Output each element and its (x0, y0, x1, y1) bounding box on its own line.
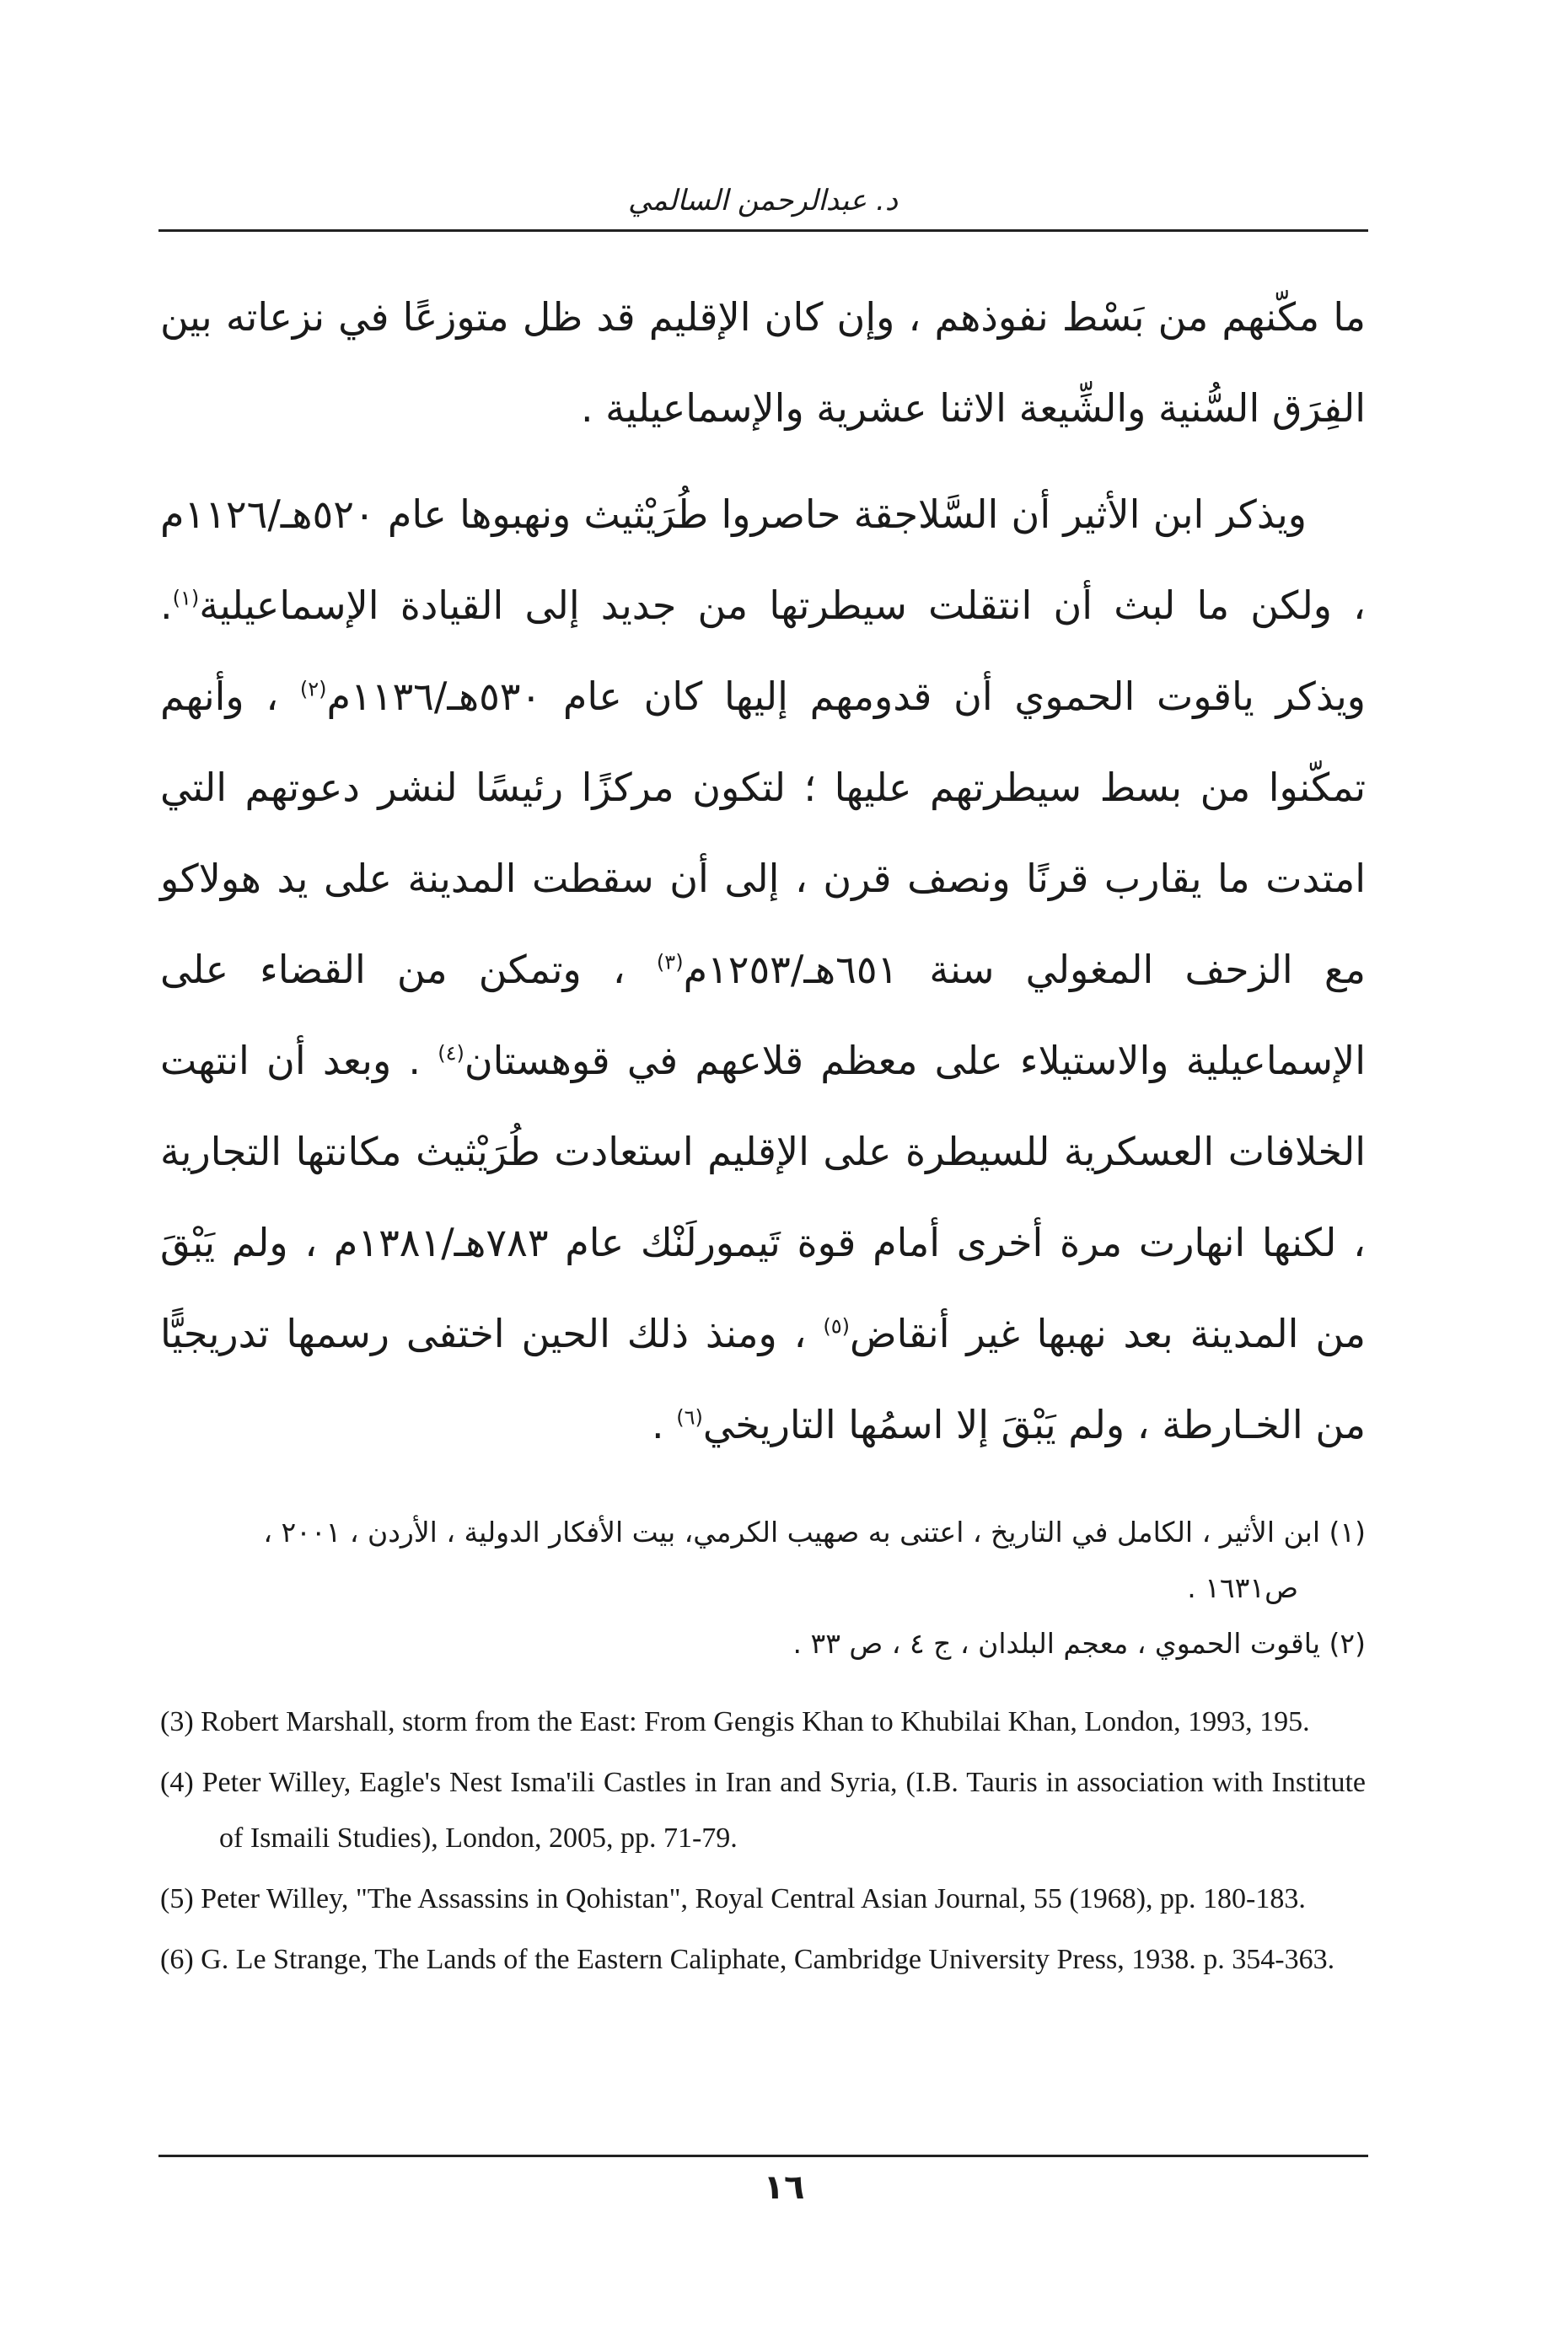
footnote: (٢) ياقوت الحموي ، معجم البلدان ، ج ٤ ، ص ٣٣ . (792, 1627, 1366, 1660)
footnotes-arabic (160, 1505, 1366, 1672)
footnote-ref[interactable]: (٥) (823, 1314, 851, 1339)
footnote-continuation: ص١٦٣١ . (1187, 1571, 1298, 1604)
footnote-ref[interactable]: (٣) (656, 950, 684, 974)
footnote-ref[interactable]: (٦) (676, 1405, 703, 1430)
running-header: د. عبدالرحمن السالمي (628, 184, 898, 217)
footnote-ref[interactable]: (٤) (438, 1041, 464, 1066)
header-rule (158, 229, 1368, 232)
footnote-ref[interactable]: (٢) (299, 677, 327, 701)
footnote-ref[interactable]: (١) (172, 586, 200, 610)
footer-rule (158, 2155, 1368, 2157)
paragraph: ما مكّنهم من بَسْط نفوذهم ، وإن كان الإقليم قد ظل متوزعًا في نزعاته بين الفِرَق السُّنية والشِّيعة الاثنا عشرية والإسماعيلية . (160, 294, 1366, 431)
page-number: ١٦ (763, 2168, 805, 2207)
footnotes-english (160, 1694, 1366, 1993)
footnote: (6) G. Le Strange, The Lands of the Eastern Caliphate, Cambridge University Press, 1938. p. 354-363. (160, 1944, 1335, 1975)
footnote: (4) Peter Willey, Eagle's Nest Isma'ili Castles in Iran and Syria, (I.B. Tauris in association with Institute of Ismaili Studies), London, 2005, pp. 71-79. (160, 1767, 1366, 1854)
paragraph: ويذكر ابن الأثير أن السَّلاجقة حاصروا طُرَيْثيث ونهبوها عام ٥٢٠هـ/١١٢٦م ، ولكن ما لبث أن انتقلت سيطرتها من جديد إلى القيادة الإسماعيلية$^{(١)}$. ويذكر ياقوت الحموي أن قدومهم إليها كان عام ٥٣٠هـ/١١٣٦م$^{(٢)}$ ، وأنهم تمكّنوا من بسط سيطرتهم عليها ؛ لتكون مركزًا رئيسًا لنشر دعوتهم التي امتدت ما يقارب قرنًا ونصف قرن ، إلى أن سقطت المدينة على يد هولاكو مع الزحف المغولي سنة ٦٥١هـ/١٢٥٣م$^{(٣)}$ ، وتمكن من القضاء على الإسماعيلية والاستيلاء على معظم قلاعهم في قوهستان$^{(٤)}$ . وبعد أن انتهت الخلافات العسكرية للسيطرة على الإقليم استعادت طُرَيْثيث مكانتها التجارية ، لكنها انهارت مرة أخرى أمام قوة تَيمورلَنْك عام ٧٨٣هـ/١٣٨١م ، ولم يَبْقَ من المدينة بعد نهبها غير أنقاض$^{(٥)}$ ، ومنذ ذلك الحين اختفى رسمها تدريجيًّا من الخـارطة ، ولم يَبْقَ إلا اسمُها التاريخي$^{(٦)}$ . (160, 491, 1367, 1447)
main-text (160, 271, 1366, 1470)
footnote: (3) Robert Marshall, storm from the East: From Gengis Khan to Khubilai Khan, London, 1993, 195. (160, 1706, 1310, 1737)
footnote: (١) ابن الأثير ، الكامل في التاريخ ، اعتنى به صهيب الكرمي، بيت الأفكار الدولية ، الأردن ، ٢٠٠١ ، (263, 1516, 1366, 1549)
footnote: (5) Peter Willey, "The Assassins in Qohistan", Royal Central Asian Journal, 55 (1968), pp. 180-183. (160, 1883, 1306, 1914)
